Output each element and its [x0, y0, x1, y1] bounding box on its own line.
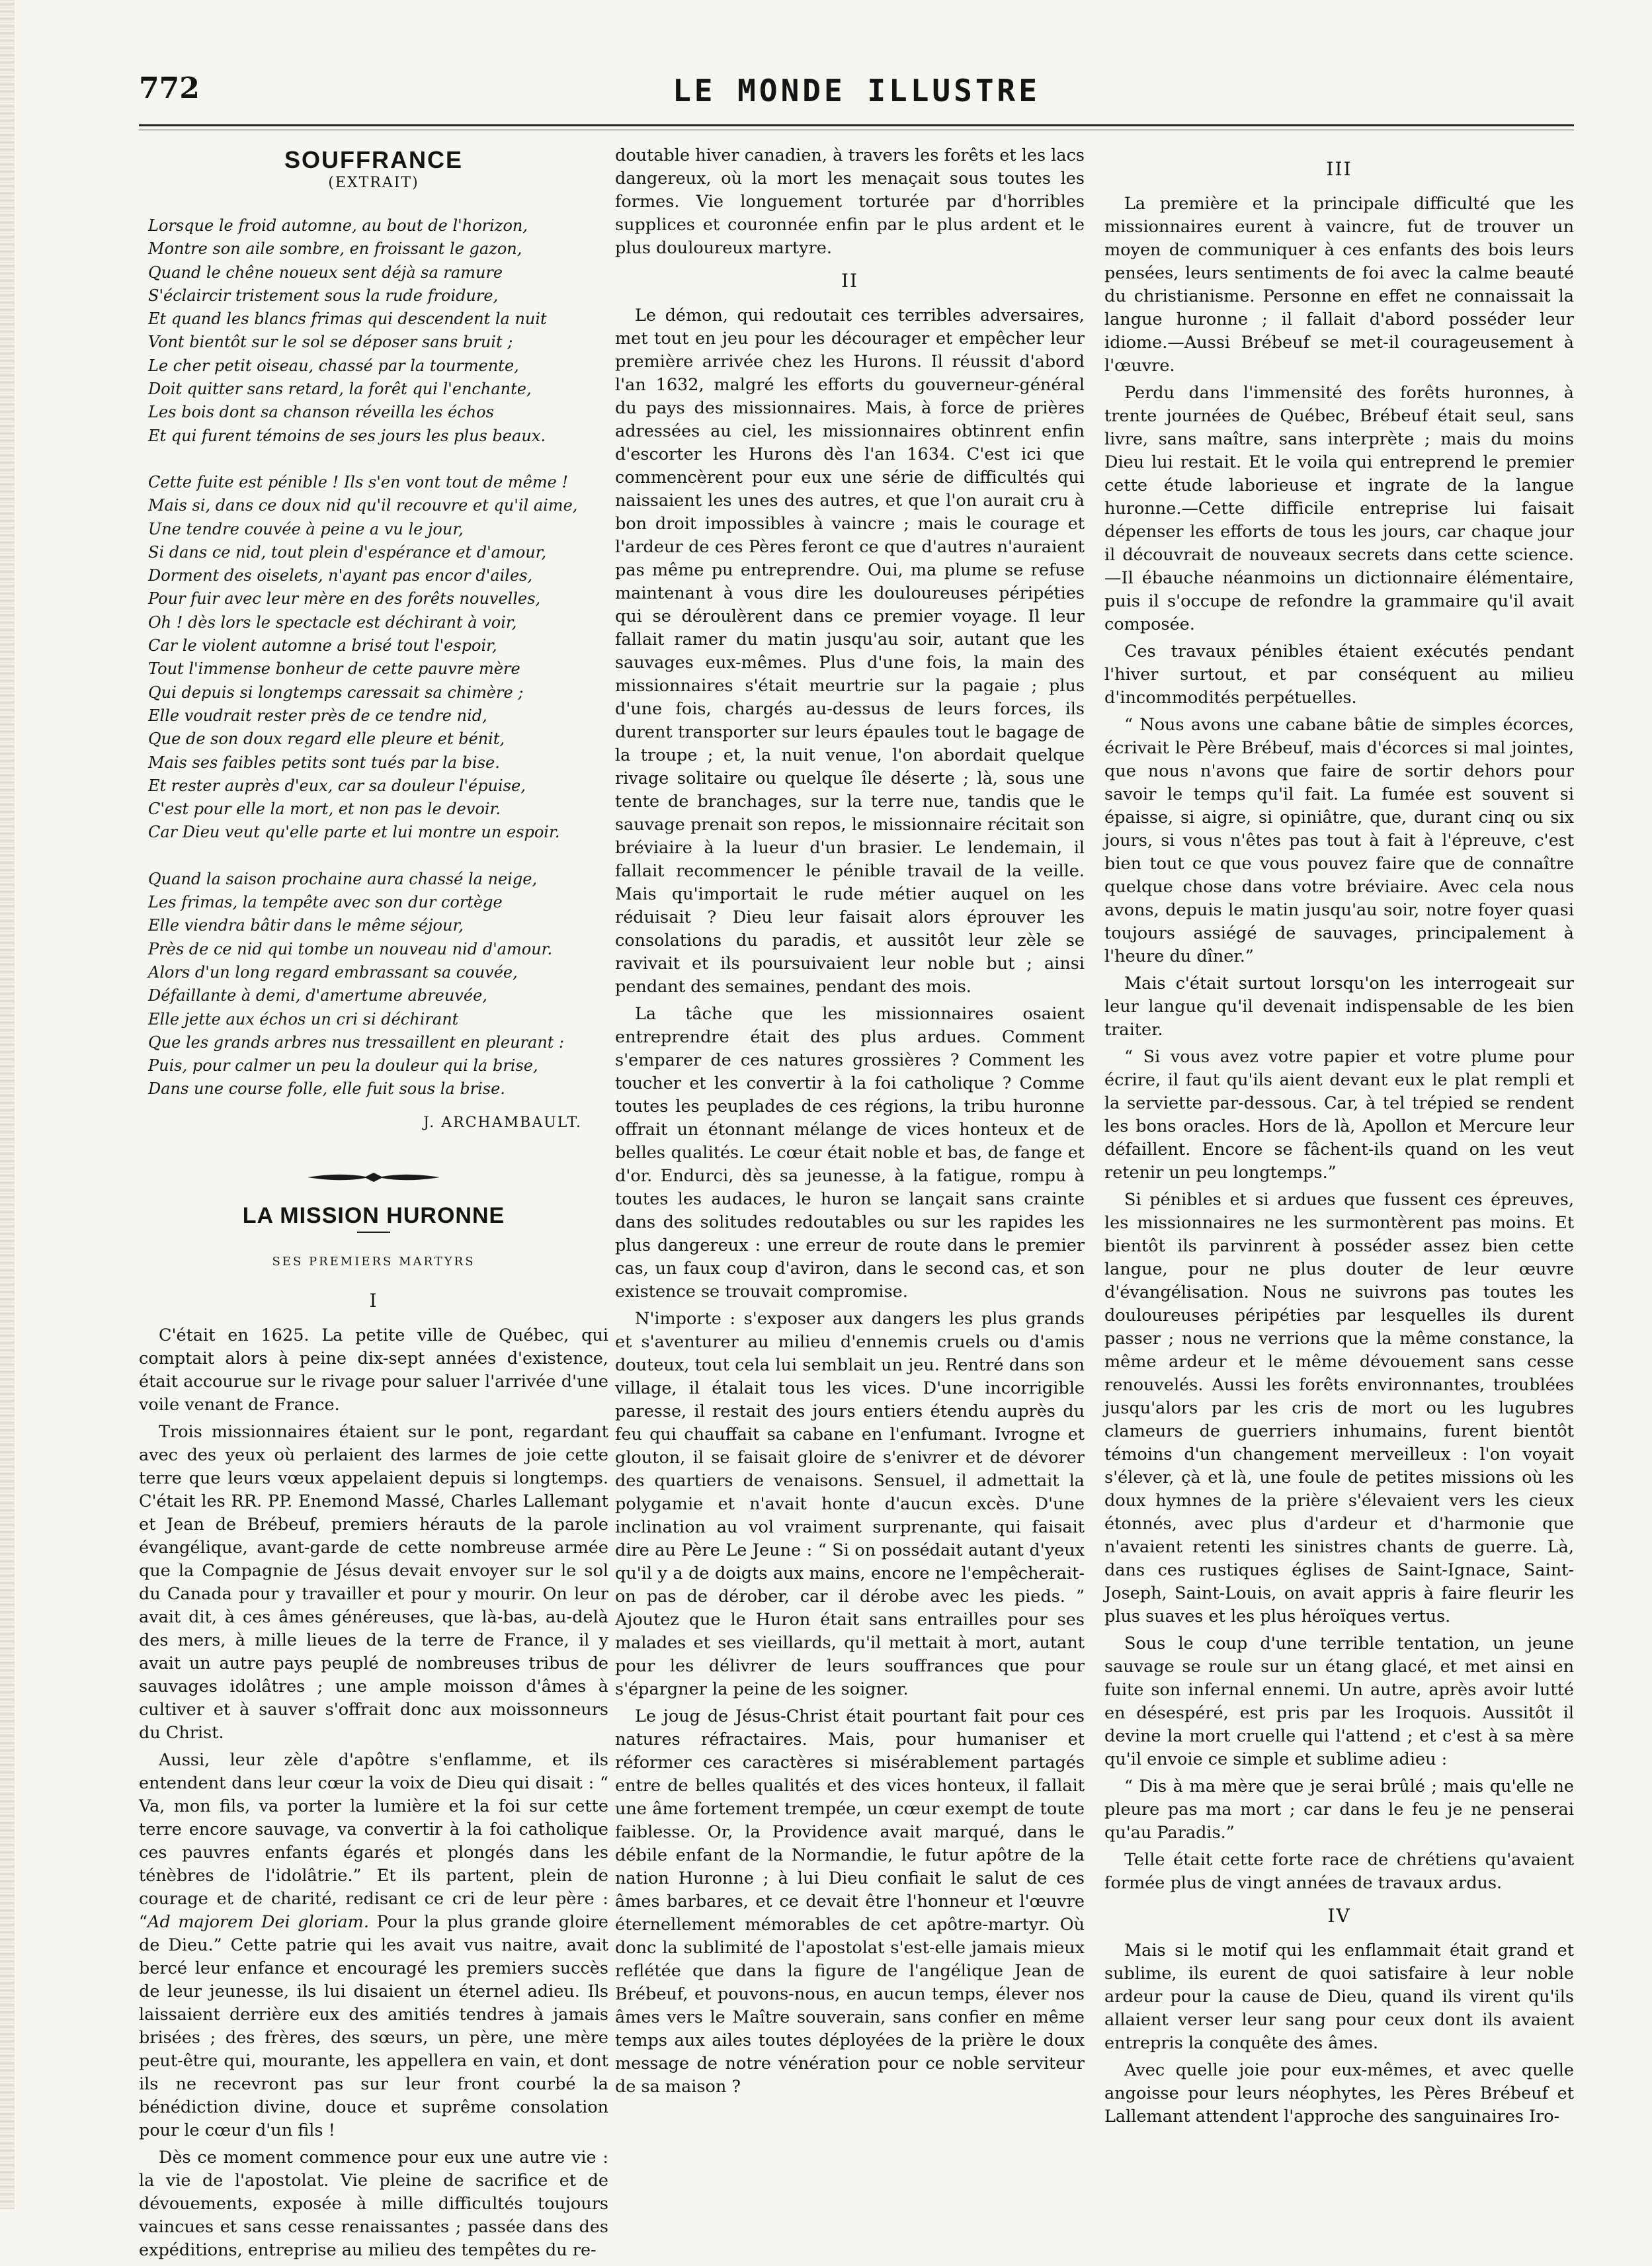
- poem-line: Que de son doux regard elle pleure et bénit,: [148, 730, 505, 749]
- poem-line: Si dans ce nid, tout plein d'espérance et d'amour,: [148, 542, 547, 562]
- text-run: Pour la plus grande gloire de Dieu.” Cette patrie qui les avait vus naitre, avait bercé leur enfance et encouragé les premiers succès de leur jeunesse, ils lui disaient un éternel adieu. Ils laissaient derrière eux des amitiés tendres à jamais brisées ; des frères, des sœurs, un père, une mère peut-être qui, mourante, les appellera en vain, et dont ils ne recevront pas sur leur front courbé la bénédiction divine, douce et suprême consolation pour le cœur d'un fils !: [139, 1911, 608, 2140]
- section-heading: III: [1326, 158, 1352, 180]
- poem-line: Car le violent automne a brisé tout l'espoir,: [148, 636, 497, 655]
- poem-stanza: [148, 214, 608, 448]
- paragraph: doutable hiver canadien, à travers les forêts et les lacs dangereux, où la mort les menaçait sous toutes les formes. Vie longuement torturée par d'horribles supplices et couronnée enfin par le plus ardent et le plus douloureux martyre.: [615, 146, 1085, 258]
- title-rule: [357, 1232, 390, 1233]
- poem-line: Près de ce nid qui tombe un nouveau nid d'amour.: [148, 939, 553, 958]
- poem-line: S'éclaircir tristement sous la rude froidure,: [148, 286, 499, 305]
- column-1: [139, 144, 608, 2266]
- page-header: [139, 66, 1574, 119]
- paragraph: Mais c'était surtout lorsqu'on les interrogeait sur leur langue qu'il devenait indispensable de les bien traiter.: [1104, 974, 1574, 1040]
- section-heading: I: [369, 1289, 378, 1312]
- poem-line: Quand le chêne noueux sent déjà sa ramure: [148, 263, 503, 282]
- poem-line: Défaillante à demi, d'amertume abreuvée,: [148, 986, 487, 1005]
- paragraph: La tâche que les missionnaires osaient entreprendre était des plus ardues. Comment s'emparer de ces natures grossières ? Comment les toucher et les convertir à la foi catholique ? Comme toutes les peuplades de ces régions, la tribu huronne offrait un étonnant mélange de vices honteux et de belles qualités. Le cœur était noble et bas, de fange et d'or. Endurci, dès sa jeunesse, à la fatigue, rompu à toutes les audaces, le huron se lançait sans crainte dans des solitudes redoutables ou sur les rapides les plus dangereux : une erreur de route dans le premier cas, un faux coup d'aviron, dans le second cas, et son existence se trouvait compromise.: [615, 1004, 1085, 1302]
- paragraph: Le joug de Jésus-Christ était pourtant fait pour ces natures réfractaires. Mais, pour humaniser et réformer ces caractères si misérablement partagés entre de belles qualités et des vices honteux, il fallait une âme fortement trempée, un cœur exempt de toute faiblesse. Or, la Providence avait marqué, dans le débile enfant de la Normandie, le futur apôtre de la nation Huronne ; à lui Dieu confiait le salut de ces âmes barbares, et ce devait être l'honneur et l'œuvre éternellement mémorables de cet apôtre-martyr. Où donc la sublimité de l'apostolat s'est-elle jamais mieux reflétée que dans la figure de l'angélique Jean de Brébeuf, et pouvons-nous, en aucun temps, élever nos âmes vers le Maître souverain, sans confier en même temps aux ailes toutes déployées de la prière le doux message de notre vénération pour ce noble serviteur de sa maison ?: [615, 1706, 1085, 2097]
- paragraph: Si pénibles et si ardues que fussent ces épreuves, les missionnaires ne les surmontèrent pas moins. Et bientôt ils parvinrent à posséder assez bien cette langue, pour ne plus douter de leur œuvre d'évangélisation. Nous ne suivrons pas toutes les douloureuses péripéties par lesquelles ils durent passer ; nous ne verrions que la même constance, la même ardeur et le même dévouement sans cesse renouvelés. Aussi les forêts environnantes, troublées jusqu'alors par les cris de mort ou les lugubres clameurs de guerriers inhumains, furent bientôt témoins d'un changement merveilleux : l'on voyait s'élever, çà et là, une foule de petites missions où les doux hymnes de la prière s'élevaient vers les cieux étonnés, avec plus d'ardeur et d'harmonie que n'avaient retenti les sinistres chants de guerre. Là, dans ces rustiques églises de Saint-Ignace, Saint-Joseph, Saint-Louis, on avait appris à faire fleurir les plus suaves et les plus héroïques vertus.: [1104, 1190, 1574, 1626]
- paragraph: La première et la principale difficulté que les missionnaires eurent à vaincre, fut de trouver un moyen de communiquer à ces enfants des bois leurs pensées, leurs sentiments de foi avec la calme beauté du christianisme. Personne en effet ne connaissait la langue huronne ; il fallait d'abord posséder leur idiome.—Aussi Brébeuf se met-il courageusement à l'œuvre.: [1104, 194, 1574, 376]
- poem-line: Mais ses faibles petits sont tués par la bise.: [148, 753, 500, 772]
- article-subtitle: SES PREMIERS MARTYRS: [272, 1254, 475, 1269]
- paragraph: Trois missionnaires étaient sur le pont, regardant avec des yeux où perlaient des larmes de joie cette terre que leurs vœux appelaient depuis si longtemps. C'était les RR. PP. Enemond Massé, Charles Lallemant et Jean de Brébeuf, premiers hérauts de la parole évangélique, avant-garde de cette nombreuse armée que la Compagnie de Jésus devait envoyer sur le sol du Canada pour y travailler et pour y mourir. On leur avait dit, à ces âmes généreuses, que là-bas, au-delà des mers, à mille lieues de la terre de France, il y avait un autre pays peuplé de nombreuses tribus de sauvages idolâtres ; une ample moisson d'âmes à cultiver et à sauver s'offrait donc aux moissonneurs du Christ.: [139, 1421, 608, 1743]
- paragraph: “ Dis à ma mère que je serai brûlé ; mais qu'elle ne pleure pas ma mort ; car dans le feu je ne penserai qu'au Paradis.”: [1104, 1777, 1574, 1843]
- poem-line: Une tendre couvée à peine a vu le jour,: [148, 519, 464, 538]
- ornament-divider-icon: [308, 1170, 440, 1185]
- poem-author: J. ARCHAMBAULT.: [423, 1114, 582, 1131]
- paragraph: Avec quelle joie pour eux-mêmes, et avec quelle angoisse pour leurs néophytes, les Pères Brébeuf et Lallemant attendent l'approche des sanguinaires Iro-: [1104, 2060, 1574, 2126]
- poem-line: Doit quitter sans retard, la forêt qui l'enchante,: [148, 380, 532, 399]
- paragraph: Telle était cette forte race de chrétiens qu'avaient formée plus de vingt années de travaux ardus.: [1104, 1850, 1574, 1893]
- poem-line: Quand la saison prochaine aura chassé la neige,: [148, 869, 538, 888]
- poem-stanza: [148, 471, 608, 845]
- paragraph: “ Si vous avez votre papier et votre plume pour écrire, il faut qu'ils aient devant eux le plat rempli et la serviette par-dessous. Car, à tel trépied se rendent les bons oracles. Hors de là, Apollon et Mercure leur défaillent. Encore se fâchent-ils quand on les veut retenir un peu longtemps.”: [1104, 1047, 1574, 1183]
- poem-line: Puis, pour calmer un peu la douleur qui la brise,: [148, 1056, 538, 1075]
- section-heading: IV: [1327, 1905, 1351, 1927]
- poem-line: Tout l'immense bonheur de cette pauvre mère: [148, 659, 520, 679]
- poem-line: Lorsque le froid automne, au bout de l'horizon,: [148, 216, 528, 235]
- poem-line: Elle jette aux échos un cri si déchirant: [148, 1009, 459, 1028]
- poem-line: Montre son aile sombre, en froissant le gazon,: [148, 239, 522, 259]
- poem-line: Car Dieu veut qu'elle parte et lui montre un espoir.: [148, 823, 560, 842]
- poem-title: SOUFFRANCE: [284, 146, 463, 173]
- paragraph: Mais si le motif qui les enflammait était grand et sublime, ils eurent de quoi satisfaire à leur noble ardeur pour la cause de Dieu, quand ils virent qu'ils allaient verser leur sang pour ceux dont ils avaient entrepris la conquête des âmes.: [1104, 1941, 1574, 2053]
- poem-stanza: [148, 868, 608, 1101]
- poem-line: Et rester auprès d'eux, car sa douleur l'épuise,: [148, 776, 526, 795]
- header-rule: [139, 124, 1574, 126]
- poem-line: Pour fuir avec leur mère en des forêts nouvelles,: [148, 589, 541, 608]
- poem-line: Vont bientôt sur le sol se déposer sans bruit ;: [148, 333, 513, 352]
- poem-line: Le cher petit oiseau, chassé par la tourmente,: [148, 356, 519, 375]
- poem-line: Elle viendra bâtir dans le même séjour,: [148, 916, 464, 935]
- column-2: [615, 144, 1085, 2103]
- poem-line: Et quand les blancs frimas qui descendent la nuit: [148, 310, 547, 329]
- paragraph: “ Nous avons une cabane bâtie de simples écorces, écrivait le Père Brébeuf, mais d'écorces si mal jointes, que nous n'avons que faire de sortir dehors pour savoir le temps qu'il fait. La fumée est souvent si épaisse, si aigre, si opiniâtre, que, durant cinq ou six jours, si vous n'êtes pas tout à fait à l'épreuve, c'est bien tout ce que vous pouvez faire que de connaître quelque chose dans votre bréviaire. Avec cela nous avons, depuis le matin jusqu'au soir, notre foyer quasi toujours assiégé de sauvages, principalement à l'heure du dîner.”: [1104, 715, 1574, 966]
- poem-line: Dorment des oiselets, n'ayant pas encor d'ailes,: [148, 566, 533, 585]
- poem-line: Que les grands arbres nus tressaillent en pleurant :: [148, 1032, 565, 1052]
- poem-body: [148, 214, 608, 1101]
- paragraph: C'était en 1625. La petite ville de Québec, qui comptait alors à peine dix-sept années d'existence, était accourue sur le rivage pour saluer l'arrivée d'une voile venant de France.: [139, 1325, 608, 1415]
- section-heading: II: [841, 270, 859, 292]
- paragraph: Perdu dans l'immensité des forêts huronnes, à trente journées de Québec, Brébeuf était seul, sans livre, sans maître, sans interprète ; mais du moins Dieu lui restait. Et le voila qui entreprend le premier cette étude laborieuse et ingrate de la langue huronne.—Cette difficile entreprise lui faisait dépenser les efforts de tous les jours, car chaque jour il découvrait de nouveaux secrets dans cette science.—Il ébauche néanmoins un dictionnaire élémentaire, puis il s'occupe de refondre la grammaire qu'il avait composée.: [1104, 383, 1574, 634]
- poem-line: Qui depuis si longtemps caressait sa chimère ;: [148, 683, 524, 702]
- poem-line: Les frimas, la tempête avec son dur cortège: [148, 893, 503, 912]
- paragraph: Dès ce moment commence pour eux une autre vie : la vie de l'apostolat. Vie pleine de sacrifice et de dévouements, exposée à mille difficultés toujours vaincues et sans cesse renaissantes ; passée dans des expéditions, entreprise au milieu des tempêtes du re-: [139, 2147, 608, 2260]
- poem-line: Elle voudrait rester près de ce tendre nid,: [148, 706, 487, 725]
- paragraph: [139, 1749, 608, 2142]
- paragraph: Le démon, qui redoutait ces terribles adversaires, met tout en jeu pour les décourager et empêcher leur première arrivée chez les Hurons. Il réussit d'abord l'an 1632, malgré les efforts du gouverneur-général du pays des missionnaires. Mais, à force de prières adressées au ciel, les missionnaires obtinrent enfin d'escorter les Hurons dès l'an 1634. C'est ici que commencèrent pour eux une série de difficultés qui naissaient les unes des autres, et que l'on aurait cru à bon droit impossibles à vaincre ; mais le courage et l'ardeur de ces Pères feront ce que d'autres n'auraient pas même pu entreprendre. Oui, ma plume se refuse maintenant à vous dire les douloureuses péripéties qui se déroulèrent dans ce premier voyage. Il leur fallait ramer du matin jusqu'au soir, autant que les sauvages eux-mêmes. Plus d'une fois, la main des missionnaires s'était meurtrie sur la pagaie ; plus d'une fois, chargés au-dessus de leurs forces, ils durent transporter sur leurs épaules tout le bagage de la troupe ; et, la nuit venue, l'on abordait quelque rivage solitaire ou quelque île déserte ; là, sous une tente de branchages, sur la terre nue, tandis que le sauvage prenait son repos, le missionnaire récitait son bréviaire à la lueur d'un brasier. Le lendemain, il fallait recommencer le pénible travail de la veille. Mais qu'importait le rude métier auquel on les réduisait ? Dieu leur faisait alors éprouver les consolations du paradis, et aussitôt leur zèle se ravivait et ils poursuivaient leur noble but ; ainsi pendant des semaines, pendant des mois.: [615, 306, 1085, 997]
- poem-line: Les bois dont sa chanson réveilla les échos: [148, 403, 494, 422]
- poem-line: Dans une course folle, elle fuit sous la brise.: [148, 1079, 505, 1099]
- latin-motto: Ad majorem Dei gloriam.: [147, 1911, 369, 1932]
- poem-line: Cette fuite est pénible ! Ils s'en vont tout de même !: [148, 472, 569, 491]
- column-3: [1104, 144, 1574, 2132]
- paragraph: Sous le coup d'une terrible tentation, un jeune sauvage se roule sur un étang glacé, et met ainsi en fuite son infernal ennemi. Un autre, après avoir lutté en désespéré, est pris par les Iroquois. Aussitôt il devine la mort cruelle qui l'attend ; et c'est à sa mère qu'il envoie ce simple et sublime adieu :: [1104, 1634, 1574, 1769]
- poem-line: Alors d'un long regard embrassant sa couvée,: [148, 962, 518, 982]
- text-run: Aussi, leur zèle d'apôtre s'enflamme, et ils entendent dans leur cœur la voix de Dieu qui disait : “ Va, mon fils, va porter la lumière et la foi sur cette terre encore sauvage, va convertir à la foi catholique ces pauvres enfants égarés et plongés dans les ténèbres de l'idolâtrie.” Et ils partent, plein de courage et de charité, redisant ce cri de leur père : “: [139, 1749, 608, 1932]
- journal-title: LE MONDE ILLUSTRE: [673, 73, 1040, 108]
- poem-line: Oh ! dès lors le spectacle est déchirant à voir,: [148, 612, 517, 632]
- page-number: 772: [139, 71, 200, 105]
- poem-line: Mais si, dans ce doux nid qu'il recouvre et qu'il aime,: [148, 496, 578, 515]
- poem-subtitle: (EXTRAIT): [328, 175, 419, 191]
- article-title: LA MISSION HURONNE: [242, 1202, 505, 1228]
- poem-line: Et qui furent témoins de ses jours les plus beaux.: [148, 426, 546, 445]
- scan-edge: [0, 0, 15, 2209]
- poem-line: C'est pour elle la mort, et non pas le devoir.: [148, 800, 501, 819]
- paragraph: N'importe : s'exposer aux dangers les plus grands et s'aventurer au milieu d'ennemis cruels ou d'amis douteux, tout cela lui semblait un jeu. Rentré dans son village, il étalait tous les vices. D'une incorrigible paresse, il restait des jours entiers étendu auprès du feu qui chauffait sa cabane en l'enfumant. Ivrogne et glouton, il se faisait gloire de s'enivrer et de dévorer des quartiers de venaisons. Sensuel, il admettait la polygamie et n'avait honte d'aucun excès. D'une inclination au vol vraiment surprenante, qui faisait dire au Père Le Jeune : “ Si on possédait autant d'yeux qu'il y a de doigts aux mains, encore ne l'empêcherait-on pas de dérober, car il dérobe avec les pieds. ” Ajoutez que le Huron était sans entrailles pour ses malades et ses vieillards, qu'il mettait à mort, autant pour les délivrer de leurs souffrances que pour s'épargner la peine de les soigner.: [615, 1309, 1085, 1699]
- paragraph: Ces travaux pénibles étaient exécutés pendant l'hiver surtout, et par conséquent au milieu d'incommodités perpétuelles.: [1104, 642, 1574, 708]
